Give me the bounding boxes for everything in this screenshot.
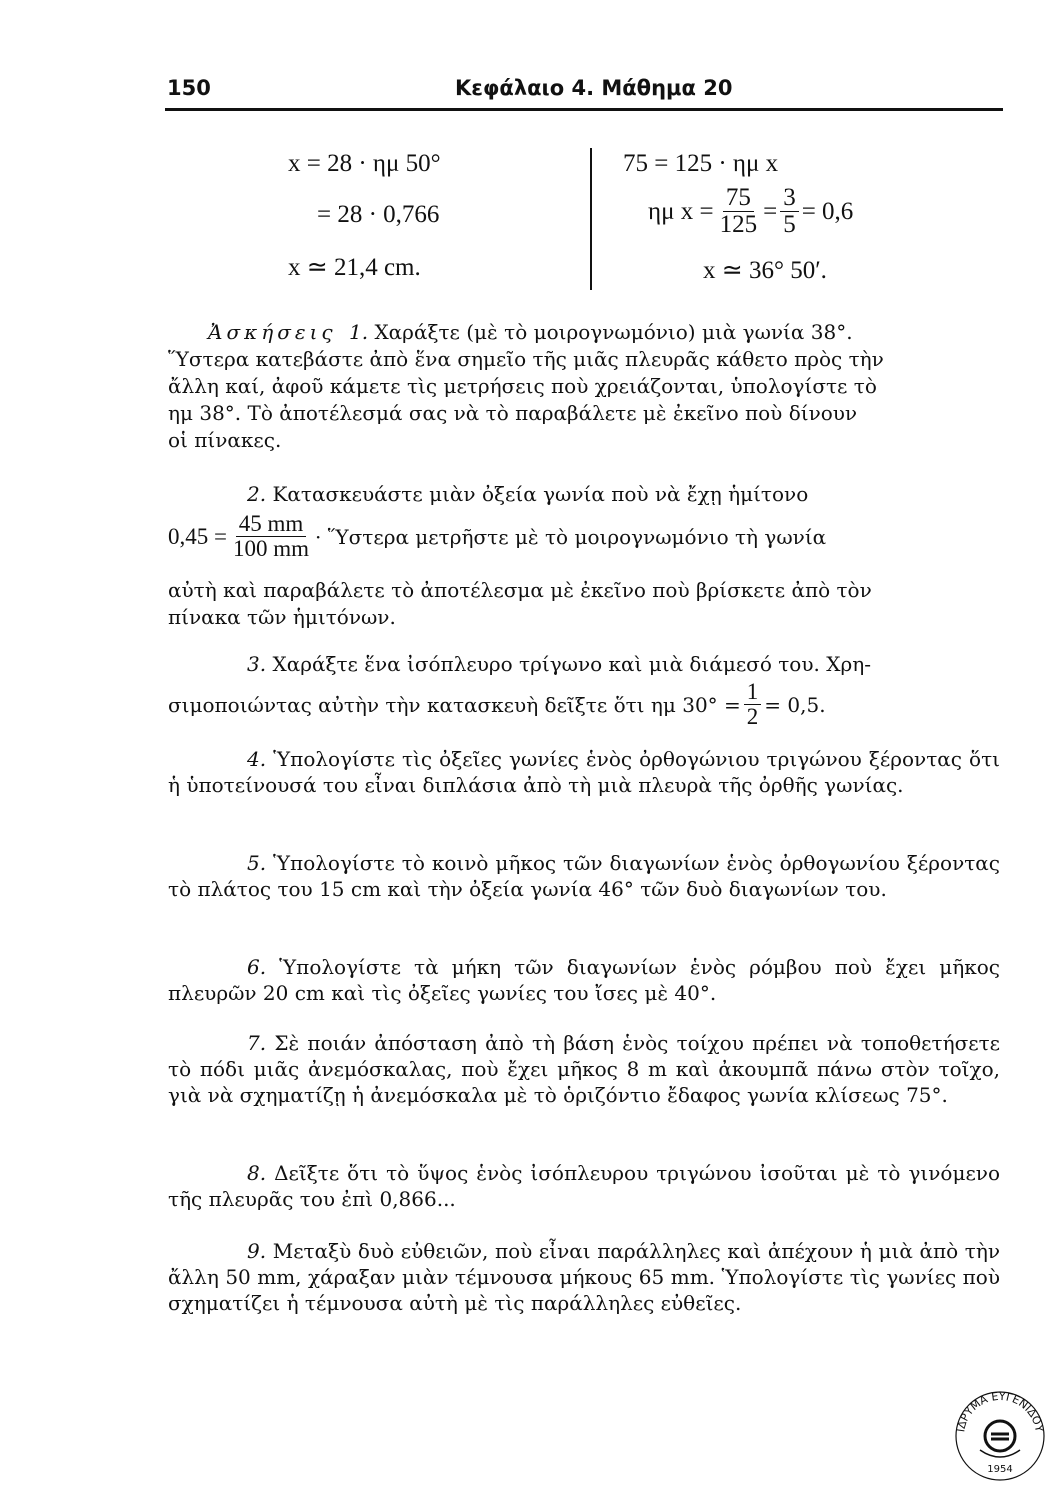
foundation-seal-icon — [952, 1388, 1048, 1484]
fraction-45mm-100mm — [230, 512, 312, 561]
exercise-1-line-5: οἱ πίνακες. — [168, 428, 282, 452]
exercise-6 — [168, 954, 1000, 1006]
fraction-denominator: 2 — [746, 704, 759, 730]
exercise-2-line-3: αὐτὴ καὶ παραβάλετε τὸ ἀποτέλεσμα μὲ ἐκεῖνο ποὺ βρίσκετε ἀπὸ τὸν — [168, 578, 872, 602]
fraction-numerator: 3 — [780, 185, 799, 212]
exercise-3-text-3: = 0,5. — [764, 692, 826, 717]
sine-lhs: ημ x = — [648, 197, 714, 225]
exercises-heading: Ἀσκήσεις — [208, 320, 337, 344]
exercise-9 — [168, 1238, 1000, 1316]
fraction-numerator: 1 — [744, 680, 762, 705]
sine-result: = 0,6 — [801, 197, 854, 225]
exercise-7-number: 7. — [247, 1031, 267, 1055]
exercise-5-text: Ὑπολογίστε τὸ κοινὸ μῆκος τῶν διαγωνίων ἑνὸς ὀρθογωνίου ξέροντας τὸ πλάτος του 15 cm καὶ τὴν ὀξεία γωνία 46° τῶν δυὸ διαγωνίων του. — [168, 851, 1000, 901]
fraction-denominator: 5 — [783, 211, 796, 239]
exercise-1-line-1 — [208, 320, 853, 344]
exercise-7-text: Σὲ ποιάν ἀπόσταση ἀπὸ τὴ βάση ἑνὸς τοίχου πρέπει νὰ τοποθετήσετε τὸ πόδι μιᾶς ἀνεμόσκαλας, ποὺ ἔχει μῆκος 8 m καὶ ἀκουμπᾶ πάνω στὸν τοῖχο, γιὰ νὰ σχηματίζῃ ἡ ἀνεμόσκαλα μὲ τὸ ὁριζόντιο ἔδαφος γωνία κλίσεως 75°. — [168, 1031, 1001, 1107]
exercise-4-number: 4. — [247, 747, 267, 771]
exercise-6-number: 6. — [247, 955, 267, 979]
worked-left-line-2: = 28 · 0,766 — [317, 201, 440, 228]
exercise-5 — [168, 850, 1000, 902]
exercise-6-text: Ὑπολογίστε τὰ μήκη τῶν διαγωνίων ἑνὸς ρόμβου ποὺ ἔχει μῆκος πλευρῶν 20 cm καὶ τὶς ὀξεῖες γωνίες του ἴσες μὲ 40°. — [168, 955, 1000, 1005]
exercise-2-line-4: πίνακα τῶν ἡμιτόνων. — [168, 605, 396, 629]
worked-left-line-3: x ≃ 21,4 cm. — [288, 254, 421, 281]
exercise-2-line-2 — [168, 512, 826, 561]
exercise-2-number: 2. — [247, 482, 267, 506]
fraction-numerator: 75 — [723, 185, 754, 212]
worked-left-line-1: x = 28 · ημ 50° — [288, 150, 441, 177]
exercise-2-text-1: Κατασκευάστε μιὰν ὀξεία γωνία ποὺ νὰ ἔχῃ ἡμίτονο — [272, 482, 809, 506]
exercise-2-lhs: 0,45 = — [168, 523, 227, 549]
chapter-title: Κεφάλαιο 4. Μάθημα 20 — [455, 76, 733, 100]
seal-text: ΙΔΡΥΜΑ ΕΥΓΕΝΙΔΟΥ — [954, 1389, 1046, 1434]
exercise-1-line-2: Ὕστερα κατεβάστε ἀπὸ ἕνα σημεῖο τῆς μιᾶς πλευρᾶς κάθετο πρὸς τὴν — [168, 347, 884, 371]
exercise-3-text-1: Χαράξτε ἕνα ἰσόπλευρο τρίγωνο καὶ μιὰ διάμεσό του. Χρη- — [272, 652, 871, 676]
exercise-4 — [168, 746, 1000, 798]
exercise-3-number: 3. — [247, 652, 267, 676]
exercise-1-number: 1. — [348, 320, 369, 344]
exercise-2-text-2: · Ὕστερα μετρῆστε μὲ τὸ μοιρογνωμόνιο τὴ γωνία — [315, 524, 827, 549]
fraction-75-125 — [717, 185, 761, 239]
column-divider — [590, 148, 592, 290]
exercise-8-text: Δεῖξτε ὅτι τὸ ὕψος ἑνὸς ἰσόπλευρου τριγώνου ἰσοῦται μὲ τὸ γινόμενο τῆς πλευρᾶς του ἐπὶ 0,866... — [168, 1161, 1000, 1211]
worked-right-line-3: x ≃ 36° 50′. — [703, 257, 827, 284]
exercise-4-text: Ὑπολογίστε τὶς ὀξεῖες γωνίες ἑνὸς ὀρθογώνιου τριγώνου ξέροντας ὅτι ἡ ὑποτείνουσά του εἶναι διπλάσια ἀπὸ τὴ μιὰ πλευρὰ τῆς ὀρθῆς γωνίας. — [168, 747, 1000, 797]
header-rule — [165, 108, 1003, 111]
exercise-8-number: 8. — [247, 1161, 267, 1185]
exercise-5-number: 5. — [247, 851, 267, 875]
exercise-3-line-2 — [168, 680, 826, 729]
fraction-denominator: 125 — [719, 211, 758, 239]
fraction-3-5 — [780, 185, 799, 239]
worked-right-line-2 — [648, 185, 853, 239]
fraction-1-2 — [744, 680, 762, 729]
exercise-8 — [168, 1160, 1000, 1212]
exercise-1-line-3: ἄλλη καί, ἀφοῦ κάμετε τὶς μετρήσεις ποὺ χρειάζονται, ὑπολογίστε τὸ — [168, 374, 877, 398]
worked-right-line-1: 75 = 125 · ημ x — [623, 150, 779, 177]
fraction-numerator: 45 mm — [236, 512, 307, 537]
fraction-denominator: 100 mm — [232, 536, 310, 562]
exercise-2-line-1 — [247, 482, 808, 506]
exercise-9-text: Μεταξὺ δυὸ εὐθειῶν, ποὺ εἶναι παράλληλες καὶ ἀπέχουν ἡ μιὰ ἀπὸ τὴν ἄλλη 50 mm, χάραξαν μιὰν τέμνουσα μήκους 65 mm. Ὑπολογίστε τὶς γωνίες ποὺ σχηματίζει ἡ τέμνουσα αὐτὴ μὲ τὶς παράλληλες εὐθεῖες. — [168, 1239, 1000, 1315]
seal-year: 1954 — [987, 1464, 1013, 1475]
exercise-9-number: 9. — [247, 1239, 267, 1263]
exercise-1-line-4: ημ 38°. Τὸ ἀποτέλεσμά σας νὰ τὸ παραβάλετε μὲ ἐκεῖνο ποὺ δίνουν — [168, 401, 858, 425]
exercise-3-text-2: σιμοποιώντας αὐτὴν τὴν κατασκευὴ δεῖξτε ὅτι ημ 30° = — [168, 692, 741, 717]
page-number: 150 — [167, 76, 211, 100]
exercise-1-text-1: Χαράξτε (μὲ τὸ μοιρογνωμόνιο) μιὰ γωνία 38°. — [374, 320, 853, 344]
exercise-3-line-1 — [247, 652, 871, 676]
equals-sign: = — [763, 197, 778, 225]
exercise-7 — [168, 1030, 1000, 1108]
